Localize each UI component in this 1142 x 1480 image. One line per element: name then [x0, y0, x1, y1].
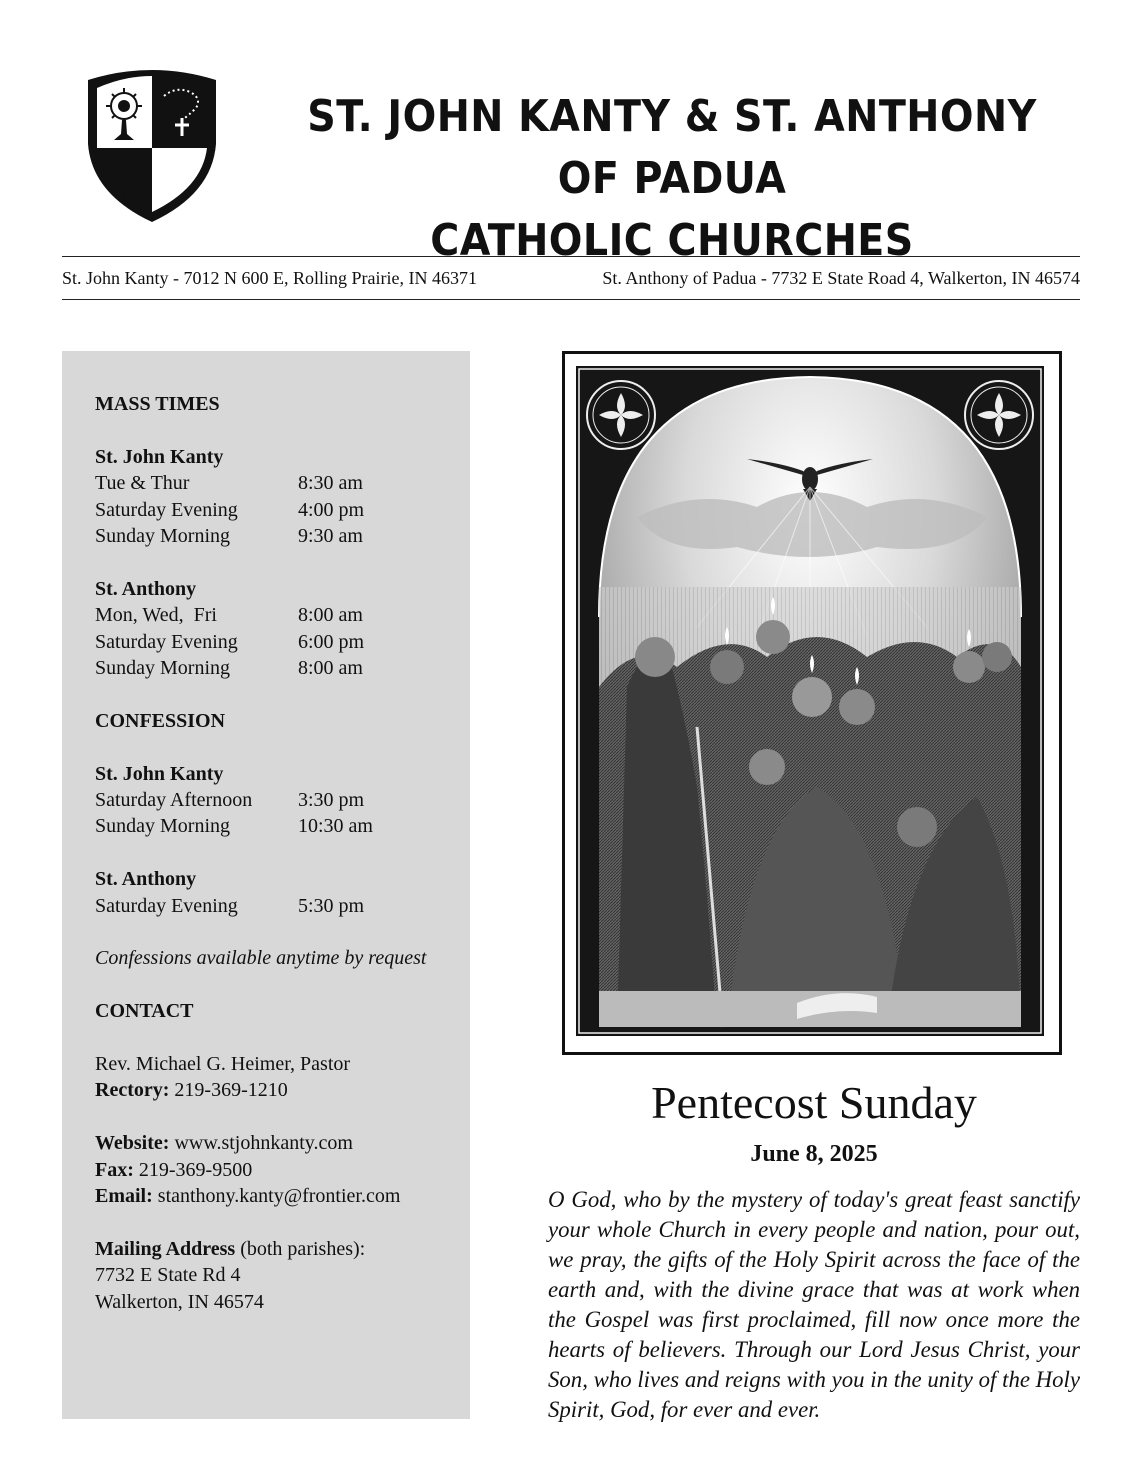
website: Website: www.stjohnkanty.com — [95, 1132, 353, 1155]
mass-church-name: St. Anthony — [95, 577, 197, 600]
header-rule-top — [62, 256, 1080, 257]
schedule-row: Tue & Thur 8:30 am — [95, 472, 363, 495]
pentecost-illustration — [576, 366, 1044, 1036]
mass-church-name: St. John Kanty — [95, 445, 224, 468]
mailing-address-line1: 7732 E State Rd 4 — [95, 1264, 241, 1287]
schedule-sidebar — [62, 351, 470, 1419]
pastor-name: Rev. Michael G. Heimer, Pastor — [95, 1053, 351, 1076]
schedule-row: Saturday Evening 6:00 pm — [95, 630, 365, 653]
fax-number: Fax: 219-369-9500 — [95, 1158, 253, 1181]
confession-heading: CONFESSION — [95, 709, 226, 732]
schedule-row: Saturday Evening 4:00 pm — [95, 498, 365, 521]
rectory-phone: Rectory: 219-369-1210 — [95, 1079, 288, 1102]
mailing-address-label: Mailing Address (both parishes): — [95, 1237, 366, 1260]
schedule-row: Saturday Afternoon 3:30 pm — [95, 789, 365, 812]
header-rule-bottom — [62, 299, 1080, 300]
title-line-2: CATHOLIC CHURCHES — [430, 215, 914, 266]
address-st-john-kanty: St. John Kanty - 7012 N 600 E, Rolling Prairie, IN 46371 — [62, 268, 477, 288]
title-line-1: ST. JOHN KANTY & ST. ANTHONY OF PADUA — [307, 91, 1037, 204]
address-st-anthony: St. Anthony of Padua - 7732 E State Road 4, Walkerton, IN 46574 — [602, 268, 1080, 288]
email-link[interactable]: stanthony.kanty@frontier.com — [157, 1185, 401, 1208]
confession-church-name: St. Anthony — [95, 868, 197, 891]
pentecost-illustration-frame — [562, 351, 1062, 1055]
schedule-row: Mon, Wed, Fri 8:00 am — [95, 604, 363, 627]
parish-crest-logo — [84, 66, 220, 226]
schedule-row: Sunday Morning 8:00 am — [95, 657, 363, 680]
confession-church-name: St. John Kanty — [95, 762, 224, 785]
schedule-row: Saturday Evening 5:30 pm — [95, 894, 365, 917]
email: Email: stanthony.kanty@frontier.com — [95, 1185, 401, 1208]
pentecost-engraving-image — [577, 367, 1043, 1035]
mailing-address-line2: Walkerton, IN 46574 — [95, 1290, 264, 1313]
confession-note: Confessions available anytime by request — [95, 947, 427, 970]
mass-times-heading: MASS TIMES — [95, 393, 220, 415]
contact-heading: CONTACT — [95, 1000, 194, 1023]
collect-prayer: O God, who by the mystery of today's great feast sanctify your whole Church in every people and nation, pour out, we pray, the gifts of the Holy Spirit across the face of the earth and, with the divine grace that was at work when the Gospel was first proclaimed, fill now once more the hearts of believers. Through our Lord Jesus Christ, your Son, who lives and reigns with you in the unity of the Holy Spirit, God, for ever and ever. — [548, 1187, 1080, 1422]
feast-title: Pentecost Sunday — [651, 1077, 977, 1128]
feast-date: June 8, 2025 — [750, 1141, 878, 1167]
parish-title — [276, 86, 1068, 272]
schedule-row: Sunday Morning 10:30 am — [95, 815, 373, 838]
website-link[interactable]: www.stjohnkanty.com — [174, 1132, 353, 1155]
schedule-row: Sunday Morning 9:30 am — [95, 525, 363, 548]
